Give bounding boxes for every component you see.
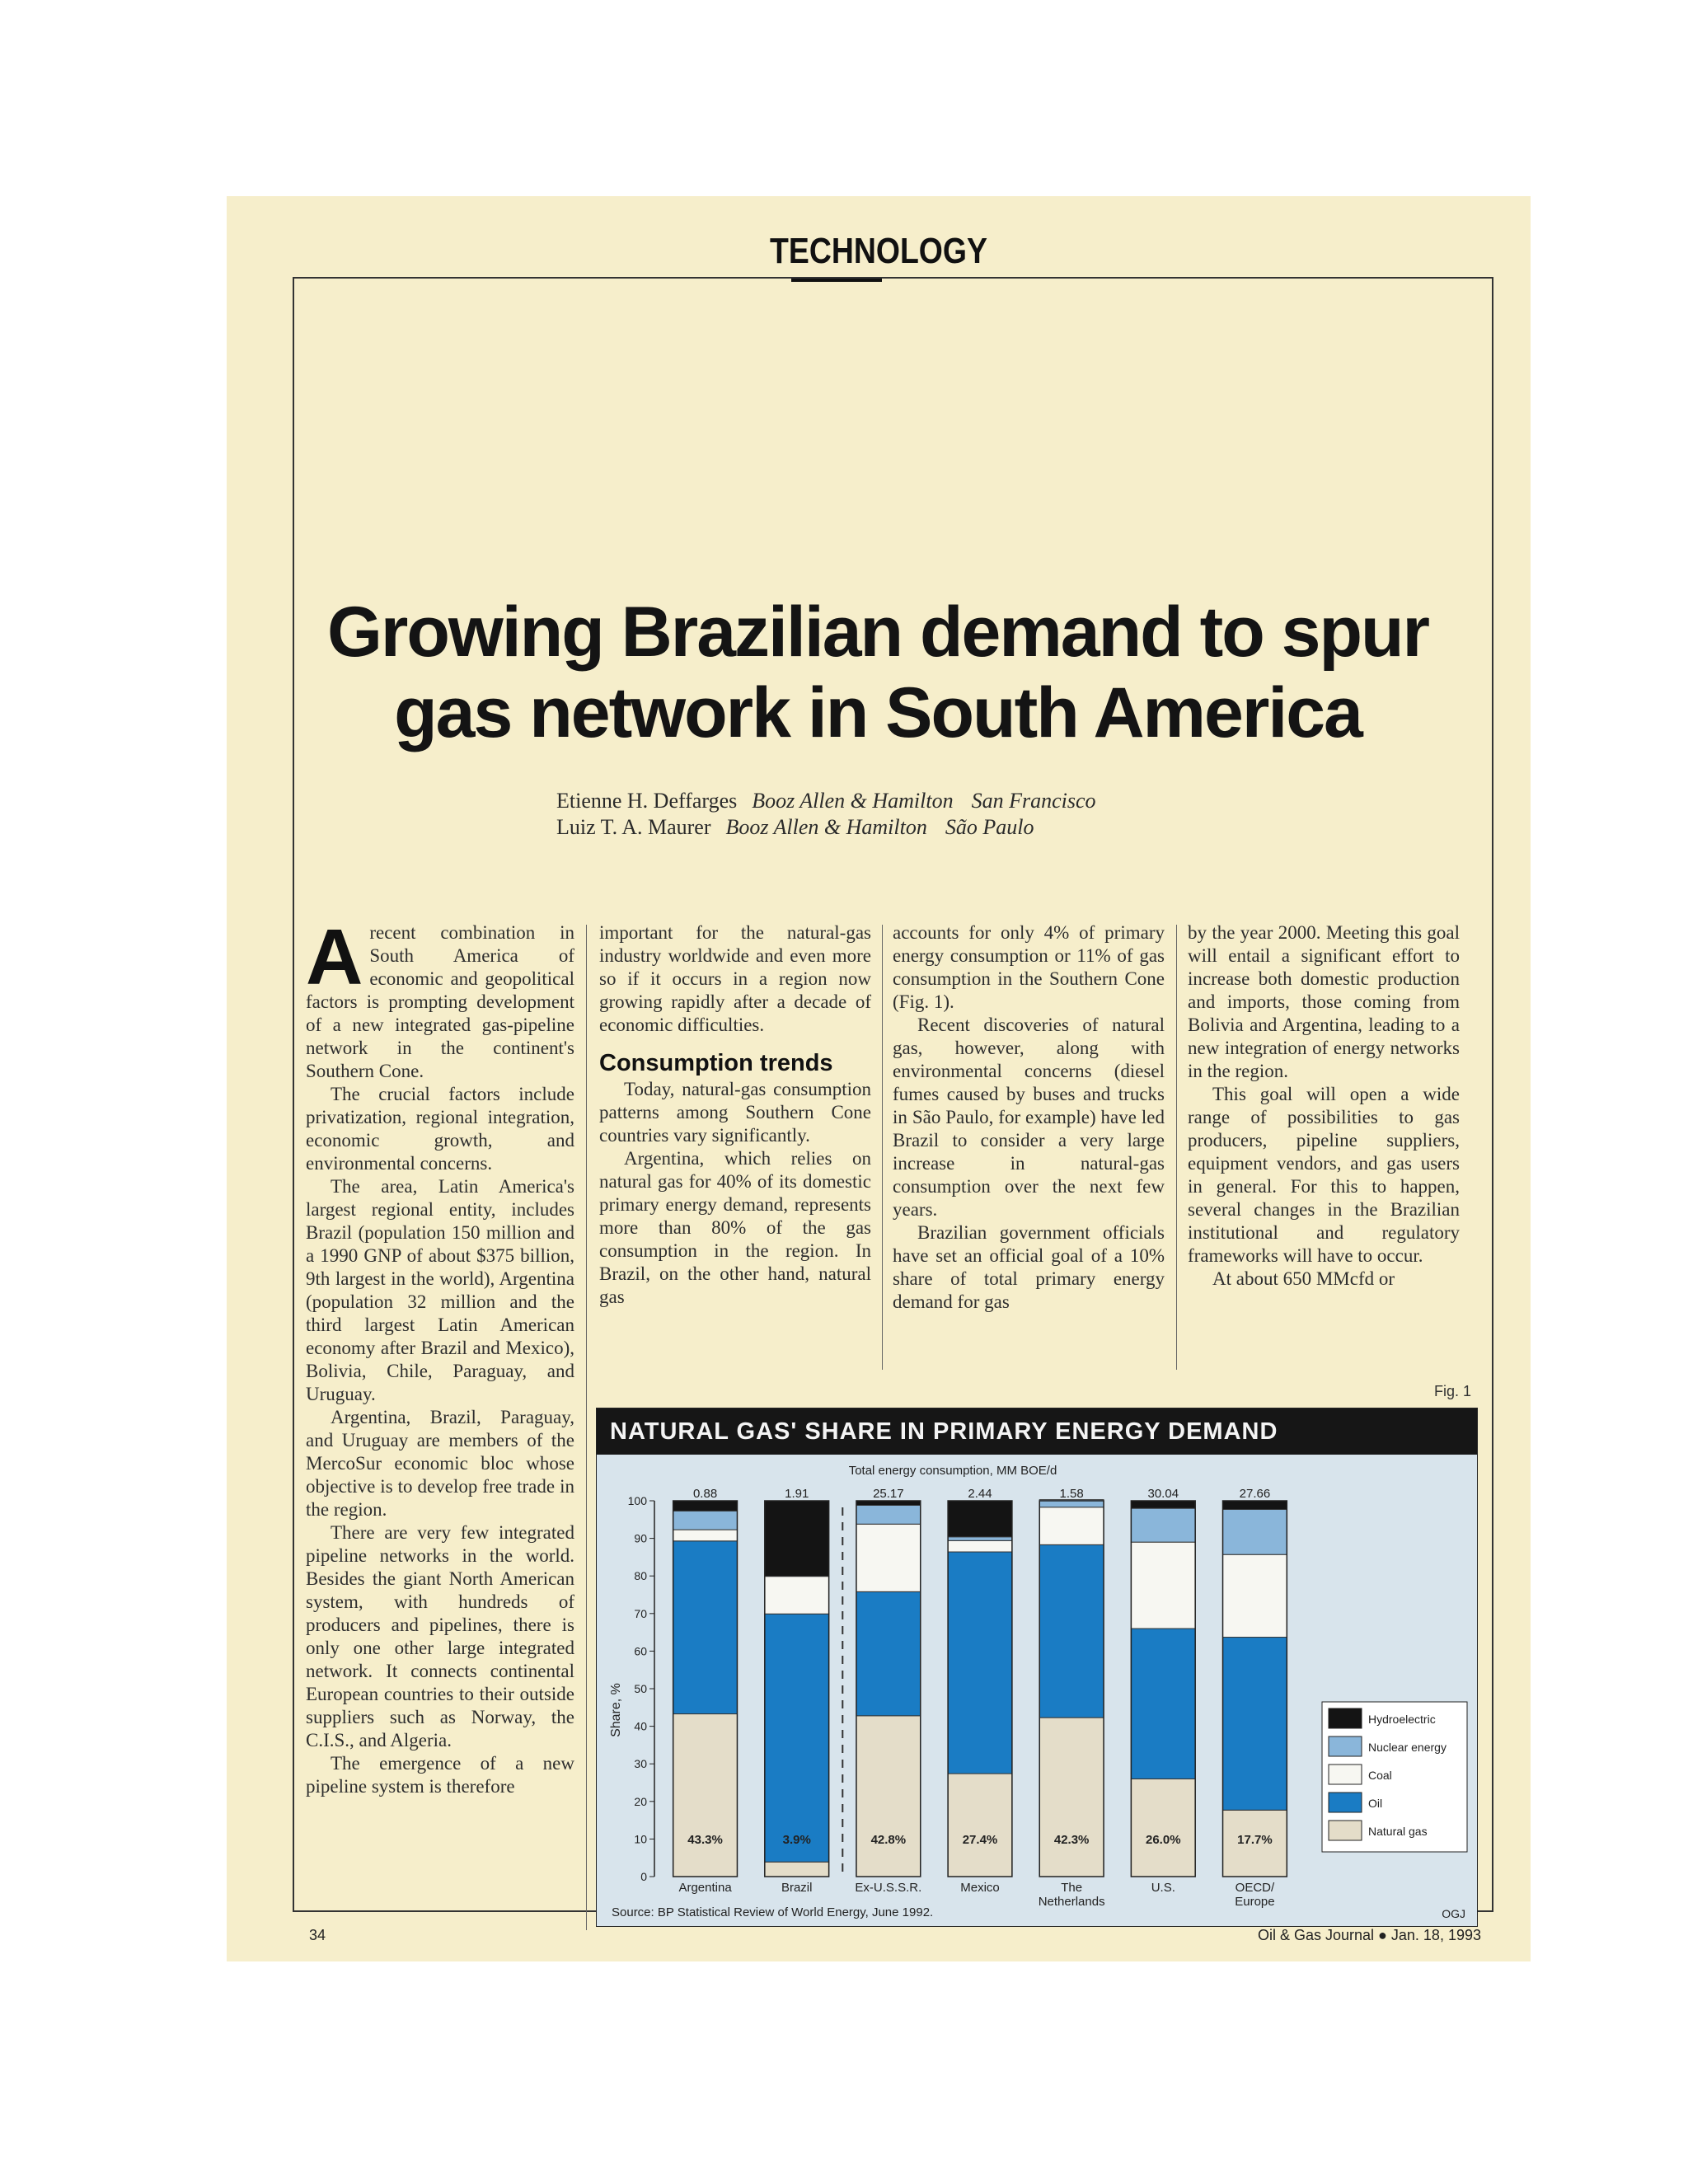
bar-segment xyxy=(1223,1554,1287,1637)
paragraph: accounts for only 4% of primary energy consumption or 11% of gas consumption in the Southern Cone (Fig. 1). xyxy=(893,922,1165,1012)
y-tick-label: 30 xyxy=(634,1757,647,1771)
category-label: Europe xyxy=(1235,1895,1275,1909)
bar-segment xyxy=(856,1524,921,1591)
chart-source: Source: BP Statistical Review of World Energy, June 1992. xyxy=(612,1905,934,1919)
category-label: Netherlands xyxy=(1038,1895,1105,1909)
chart-bars xyxy=(673,1500,1287,1877)
bar-segment xyxy=(765,1577,829,1615)
author-location: San Francisco xyxy=(971,789,1096,813)
y-tick-label: 90 xyxy=(634,1531,647,1545)
bar-segment xyxy=(765,1614,829,1862)
paragraph: Argentina, Brazil, Paraguay, and Uruguay are members of the MercoSur economic bloc whose objective is to develop free trade in the region. xyxy=(306,1407,574,1520)
bar-segment xyxy=(948,1501,1012,1537)
chart-y-axis-label: Share, % xyxy=(609,1683,623,1737)
bar-segment xyxy=(948,1774,1012,1877)
y-tick-label: 50 xyxy=(634,1682,647,1695)
paragraph: Brazilian government officials have set an official goal of a 10% share of total primary energy demand for gas xyxy=(893,1222,1165,1312)
legend-label: Oil xyxy=(1368,1797,1383,1810)
gas-share-label: 3.9% xyxy=(782,1833,811,1847)
y-tick-label: 20 xyxy=(634,1794,647,1808)
y-tick-label: 40 xyxy=(634,1719,647,1733)
bar-segment xyxy=(948,1552,1012,1774)
legend-swatch xyxy=(1329,1765,1362,1784)
bar-segment xyxy=(1039,1507,1104,1545)
chart-svg xyxy=(597,1455,1477,1926)
column-rule xyxy=(586,925,587,1930)
y-tick-label: 0 xyxy=(640,1870,647,1883)
legend-swatch xyxy=(1329,1736,1362,1756)
paragraph xyxy=(306,913,574,1083)
article-column-2 xyxy=(599,921,871,1309)
bar-segment xyxy=(1131,1542,1195,1629)
column-rule xyxy=(1176,925,1177,1370)
legend-label: Natural gas xyxy=(1368,1825,1428,1838)
section-heading: TECHNOLOGY xyxy=(770,231,987,271)
bar-segment xyxy=(673,1501,738,1511)
paragraph: The crucial factors include privatization, regional integration, economic growth, and environmental concerns. xyxy=(306,1084,574,1174)
author-name: Luiz T. A. Maurer xyxy=(556,815,711,839)
total-label: 1.58 xyxy=(1059,1487,1084,1501)
category-label: Ex-U.S.S.R. xyxy=(855,1881,922,1895)
bar-segment xyxy=(948,1540,1012,1552)
y-tick-label: 100 xyxy=(627,1494,647,1507)
column-rule xyxy=(882,925,883,1370)
author-location: São Paulo xyxy=(945,815,1034,839)
total-label: 2.44 xyxy=(968,1487,992,1501)
category-label: The xyxy=(1061,1881,1083,1895)
total-label: 25.17 xyxy=(873,1487,904,1501)
bar-segment xyxy=(673,1511,738,1530)
bar-segment xyxy=(856,1591,921,1715)
bar-segment xyxy=(856,1505,921,1524)
total-label: 30.04 xyxy=(1147,1487,1179,1501)
figure-label: Fig. 1 xyxy=(1433,1383,1471,1399)
byline-1 xyxy=(556,788,1096,814)
bar-segment xyxy=(765,1862,829,1877)
headline-line-2: gas network in South America xyxy=(394,673,1362,752)
category-label: OECD/ xyxy=(1235,1881,1275,1895)
byline-2 xyxy=(556,814,1096,841)
paragraph: The area, Latin America's largest regional entity, includes Brazil (population 150 million and a 1990 GNP of about $375 billion, 9th largest in the world), Argentina (population 32 million and the third largest Latin American economy after Brazil and Mexico), Bolivia, Chile, Paraguay, and Uruguay. xyxy=(306,1176,574,1404)
bar-segment xyxy=(673,1541,738,1714)
author-affiliation: Booz Allen & Hamilton xyxy=(725,815,927,839)
legend-label: Hydroelectric xyxy=(1368,1713,1436,1726)
paragraph: Today, natural-gas consumption patterns among Southern Cone countries vary significantly. xyxy=(599,1079,871,1146)
bar-segment xyxy=(1131,1501,1195,1508)
figure-chart xyxy=(596,1408,1478,1927)
gas-share-label: 26.0% xyxy=(1146,1833,1181,1847)
chart-title: NATURAL GAS' SHARE IN PRIMARY ENERGY DEMAND xyxy=(610,1418,1278,1445)
chart-title-bar xyxy=(597,1408,1477,1455)
legend-swatch xyxy=(1329,1821,1362,1840)
page-number: 34 xyxy=(309,1927,326,1943)
subhead-consumption-trends: Consumption trends xyxy=(599,1050,833,1076)
bar-segment xyxy=(1223,1638,1287,1811)
bar-segment xyxy=(1131,1508,1195,1542)
bar-segment xyxy=(673,1714,738,1877)
article-column-1 xyxy=(306,913,574,1798)
magazine-page xyxy=(227,196,1531,1961)
author-affiliation: Booz Allen & Hamilton xyxy=(752,789,954,813)
bar-segment xyxy=(856,1716,921,1877)
bar-segment xyxy=(1131,1629,1195,1779)
headline xyxy=(309,592,1447,753)
paragraph: Recent discoveries of natural gas, however, along with environmental concerns (diesel fumes caused by buses and trucks in São Paulo, for example) have led Brazil to consider a very large increase in natural-gas consumption over the next few years. xyxy=(893,1015,1165,1220)
gas-share-label: 17.7% xyxy=(1237,1833,1273,1847)
total-label: 0.88 xyxy=(692,1487,718,1501)
y-tick-label: 80 xyxy=(634,1569,647,1583)
paragraph: At about 650 MMcfd or xyxy=(1212,1268,1395,1289)
paragraph: Argentina, which relies on natural gas for 40% of its domestic primary energy demand, represents more than 80% of the gas consumption in the region. In Brazil, on the other hand, natural gas xyxy=(599,1148,871,1307)
bar-segment xyxy=(1223,1501,1287,1509)
paragraph-text: recent combination in South America of economic and geopolitical factors is prompting development of a new integrated gas-pipeline network in the continent's Southern Cone. xyxy=(306,922,574,1081)
bar-segment xyxy=(765,1501,829,1577)
category-label: Argentina xyxy=(678,1881,732,1895)
legend-swatch xyxy=(1329,1793,1362,1812)
publication-footer: Oil & Gas Journal ● Jan. 18, 1993 xyxy=(1257,1927,1481,1943)
paragraph: There are very few integrated pipeline networks in the world. Besides the giant North American system, with hundreds of producers and pipelines, there is only one other large integrated network. It connects continental European countries to their outside suppliers such as Norway, the C.I.S., and Algeria. xyxy=(306,1522,574,1750)
bar-segment xyxy=(948,1537,1012,1541)
chart-subtitle: Total energy consumption, MM BOE/d xyxy=(848,1464,1057,1478)
category-label: Brazil xyxy=(781,1881,813,1895)
article-column-3 xyxy=(893,921,1165,1314)
total-label: 1.91 xyxy=(785,1487,809,1501)
gas-share-label: 42.8% xyxy=(870,1833,907,1847)
paragraph: The emergence of a new pipeline system is therefore xyxy=(306,1753,574,1797)
gas-share-label: 27.4% xyxy=(962,1833,998,1847)
drop-cap: A xyxy=(306,913,363,1001)
bar-segment xyxy=(1039,1544,1104,1718)
headline-line-1: Growing Brazilian demand to spur xyxy=(326,593,1429,672)
bylines xyxy=(556,788,1096,841)
gas-share-label: 42.3% xyxy=(1053,1833,1090,1847)
category-label: U.S. xyxy=(1151,1881,1175,1895)
chart-credit: OGJ xyxy=(1442,1907,1465,1920)
bar-segment xyxy=(1223,1509,1287,1554)
chart-legend xyxy=(1322,1702,1467,1852)
y-tick-label: 60 xyxy=(634,1644,647,1658)
y-tick-label: 10 xyxy=(634,1832,647,1846)
paragraph: by the year 2000. Meeting this goal will entail a significant effort to increase both domestic production and imports, those coming from Bolivia and Argentina, leading to a new integration of energy networks in the region. xyxy=(1188,922,1460,1081)
bar-segment xyxy=(673,1530,738,1541)
total-label: 27.66 xyxy=(1239,1487,1271,1501)
bar-segment xyxy=(856,1501,921,1505)
y-tick-label: 70 xyxy=(634,1606,647,1620)
gas-share-label: 43.3% xyxy=(687,1833,723,1847)
legend-label: Nuclear energy xyxy=(1368,1741,1447,1754)
category-label: Mexico xyxy=(960,1881,1000,1895)
legend-label: Coal xyxy=(1368,1769,1392,1782)
paragraph: This goal will open a wide range of possibilities to gas producers, pipeline suppliers, equipment vendors, and gas users in general. For this to happen, several changes in the Brazilian institutional and regulatory frameworks will have to occur. xyxy=(1188,1084,1460,1266)
paragraph: important for the natural-gas industry worldwide and even more so if it occurs in a region now growing rapidly after a decade of economic difficulties. xyxy=(599,922,871,1035)
article-column-4 xyxy=(1188,921,1460,1291)
bar-segment xyxy=(1039,1718,1104,1877)
author-name: Etienne H. Deffarges xyxy=(556,789,738,813)
legend-swatch xyxy=(1329,1708,1362,1728)
bar-segment xyxy=(1131,1779,1195,1877)
